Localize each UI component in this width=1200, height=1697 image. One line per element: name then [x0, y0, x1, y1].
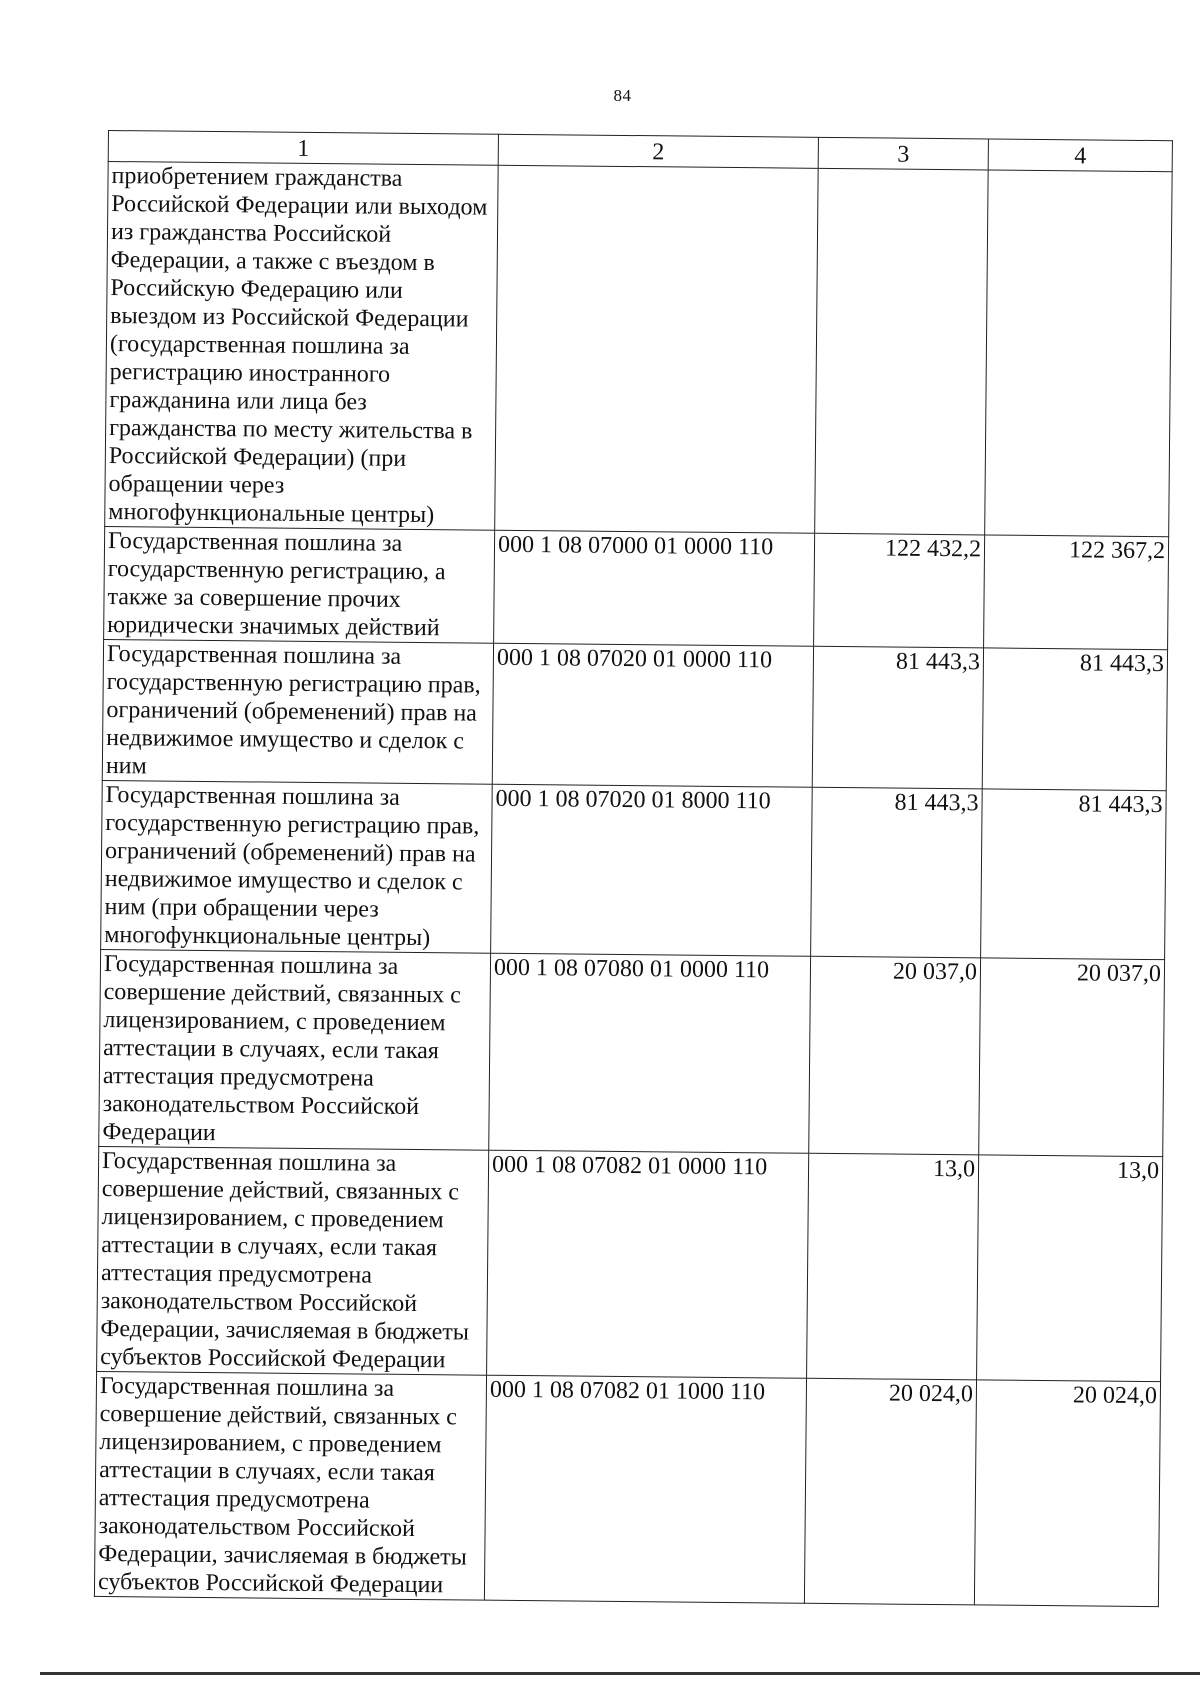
row-description: Государственная пошлина за совершение действий, связанных с лицензированием, с проведением аттестации в случаях, если такая аттестация предусмотрена законодательством Российской Федерации, зачисляемая в бюджеты субъектов Российской Федерации — [94, 1371, 486, 1600]
table-row — [99, 949, 1165, 1156]
row-value-4 — [985, 170, 1172, 537]
table-row — [102, 639, 1167, 790]
row-value-4: 13,0 — [977, 1155, 1163, 1382]
table-row — [94, 1371, 1160, 1606]
row-value-3: 20 024,0 — [804, 1378, 976, 1605]
row-code: 000 1 08 07020 01 0000 110 — [492, 643, 813, 787]
row-description: Государственная пошлина за совершение действий, связанных с лицензированием, с проведением аттестации в случаях, если такая аттестация предусмотрена законодательством Российской Федерации, зачисляемая в бюджеты субъектов Российской Федерации — [97, 1146, 489, 1375]
row-value-3: 20 037,0 — [809, 956, 981, 1155]
column-header-2: 2 — [498, 134, 818, 168]
row-value-4: 122 367,2 — [984, 535, 1169, 650]
row-code: 000 1 08 07080 01 0000 110 — [489, 953, 811, 1153]
budget-table-container — [94, 130, 1172, 1607]
row-description: Государственная пошлина за совершение действий, связанных с лицензированием, с проведением аттестации в случаях, если такая аттестация предусмотрена законодательством Российской Федерации — [99, 949, 491, 1150]
budget-table — [94, 130, 1173, 1607]
row-description: Государственная пошлина за государственную регистрацию прав, ограничений (обременений) прав на недвижимое имущество и сделок с ним — [102, 639, 493, 784]
row-code: 000 1 08 07000 01 0000 110 — [494, 530, 815, 646]
row-value-4: 81 443,3 — [982, 648, 1167, 791]
row-value-3: 81 443,3 — [812, 646, 983, 789]
column-header-1: 1 — [108, 131, 498, 166]
row-value-3: 81 443,3 — [811, 787, 983, 958]
row-description: Государственная пошлина за государственную регистрацию, а также за совершение прочих юридически значимых действий — [104, 526, 495, 643]
table-row — [97, 1146, 1163, 1381]
row-code: 000 1 08 07082 01 0000 110 — [487, 1150, 809, 1378]
row-description: Государственная пошлина за государственную регистрацию прав, ограничений (обременений) прав на недвижимое имущество и сделок с ним (при обращении через многофункциональные центры) — [101, 780, 493, 953]
row-value-4: 20 037,0 — [979, 958, 1165, 1157]
row-value-3: 122 432,2 — [814, 533, 985, 648]
page-number: 84 — [613, 86, 632, 105]
row-description: приобретением гражданства Российской Федерации или выходом из гражданства Российской Федерации, а также с въездом в Российскую Федерацию или выездом из Российской Федерации (государственная пошлина за регистрацию иностранного гражданина или лица без гражданства по месту жительства в Российской Федерации) (при обращении через многофункциональные центры) — [105, 162, 498, 531]
row-code — [495, 165, 818, 533]
row-value-4: 20 024,0 — [974, 1380, 1160, 1607]
column-header-3: 3 — [818, 137, 988, 170]
page-bottom-rule — [40, 1672, 1200, 1675]
table-row — [104, 526, 1169, 649]
table-row — [101, 780, 1167, 959]
row-value-3: 13,0 — [807, 1153, 979, 1380]
column-header-4: 4 — [988, 139, 1172, 172]
row-value-4: 81 443,3 — [981, 789, 1167, 960]
table-row — [105, 162, 1172, 537]
row-value-3 — [815, 168, 988, 535]
row-code: 000 1 08 07020 01 8000 110 — [491, 784, 813, 956]
row-code: 000 1 08 07082 01 1000 110 — [484, 1375, 806, 1603]
